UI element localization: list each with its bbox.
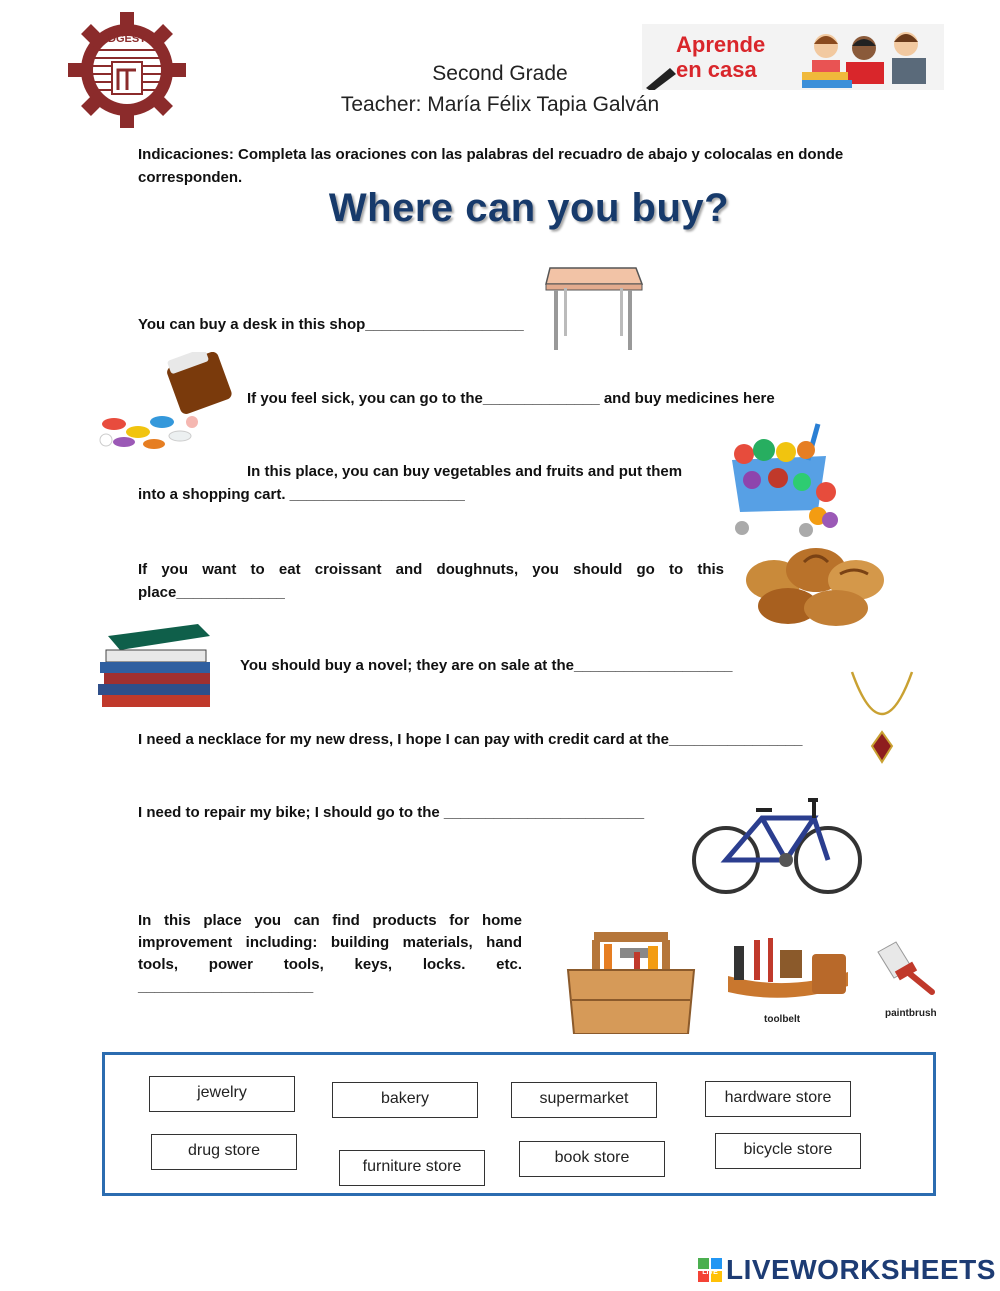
badge-text-line2: en casa bbox=[676, 57, 757, 82]
shopping-cart-image bbox=[722, 420, 846, 540]
kids-reading-illustration bbox=[802, 24, 944, 90]
sentence-desk: You can buy a desk in this shop___________________ bbox=[138, 316, 524, 333]
toolbelt-image bbox=[724, 936, 852, 1012]
aprende-en-casa-badge bbox=[642, 24, 944, 90]
logo-text: DGEST bbox=[108, 33, 146, 45]
caption-paintbrush: paintbrush bbox=[885, 1008, 937, 1019]
teacher-label: Teacher: María Félix Tapia Galván bbox=[340, 93, 660, 116]
liveworksheets-logo-icon bbox=[698, 1258, 722, 1282]
instructions-text: Indicaciones: Completa las oraciones con las palabras del recuadro de abajo y colocalas en donde corresponden. bbox=[138, 146, 844, 186]
books-stack-image bbox=[94, 622, 220, 714]
sentence-sick: If you feel sick, you can go to the______________ and buy medicines here bbox=[247, 390, 775, 407]
sentence-necklace: I need a necklace for my new dress, I hope I can pay with credit card at the________________ bbox=[138, 731, 803, 748]
sentence-novel: You should buy a novel; they are on sale at the___________________ bbox=[240, 657, 733, 674]
sentence-supermarket-line2: into a shopping cart. _____________________ bbox=[138, 486, 465, 503]
word-supermarket[interactable]: supermarket bbox=[511, 1082, 657, 1118]
caption-toolbelt: toolbelt bbox=[764, 1014, 801, 1025]
word-drug-store[interactable]: drug store bbox=[151, 1134, 297, 1170]
sentence-supermarket-line1: In this place, you can buy vegetables and fruits and put them bbox=[247, 463, 683, 480]
badge-text-line1: Aprende bbox=[676, 32, 766, 57]
word-jewelry[interactable]: jewelry bbox=[149, 1076, 295, 1112]
pencil-icon bbox=[642, 62, 678, 90]
word-book-store[interactable]: book store bbox=[519, 1141, 665, 1177]
sentence-bike: I need to repair my bike; I should go to the ________________________ bbox=[138, 804, 645, 821]
sentence-hardware: In this place you can find products for home improvement including: building materials, hand tools, power tools, keys, locks. etc. _____________________ bbox=[138, 912, 522, 995]
footer-logo-badge-text: LIVE bbox=[702, 1269, 718, 1276]
page-title: Where can you buy? bbox=[328, 186, 730, 230]
word-furniture-store[interactable]: furniture store bbox=[339, 1150, 485, 1186]
footer-brand: LIVEWORKSHEETS bbox=[726, 1254, 996, 1285]
word-hardware-store[interactable]: hardware store bbox=[705, 1081, 851, 1117]
sentence-bakery: If you want to eat croissant and doughnuts, you should go to this place_____________ bbox=[138, 561, 724, 601]
grade-label: Second Grade bbox=[432, 62, 568, 85]
medicine-pills-image bbox=[94, 352, 234, 456]
word-bicycle-store[interactable]: bicycle store bbox=[715, 1133, 861, 1169]
paintbrush-image bbox=[876, 940, 938, 996]
word-bakery[interactable]: bakery bbox=[332, 1082, 478, 1118]
bicycle-image bbox=[690, 790, 864, 898]
desk-image bbox=[544, 262, 644, 354]
pastries-image bbox=[744, 540, 886, 630]
toolbox-image bbox=[564, 930, 698, 1034]
necklace-image bbox=[846, 668, 918, 766]
